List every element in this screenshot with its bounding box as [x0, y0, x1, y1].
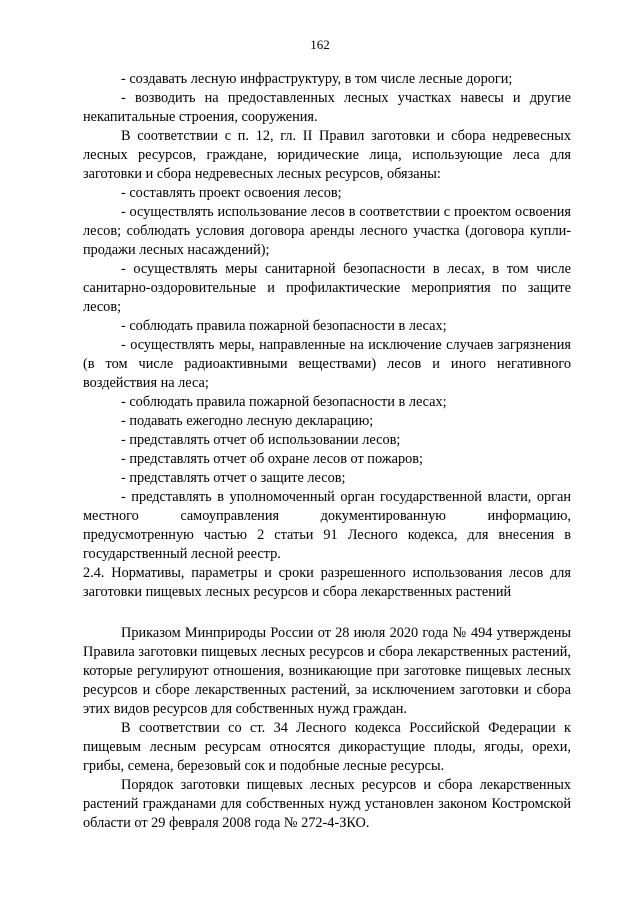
- paragraph: - создавать лесную инфраструктуру, в том числе лесные дороги;: [121, 71, 513, 87]
- paragraph: - осуществлять меры санитарной безопасности в лесах, в том числе санитарно-оздоровительные и профилактические мероприятия по защите лесов;: [83, 261, 571, 315]
- paragraph: Порядок заготовки пищевых лесных ресурсов и сбора лекарственных растений гражданами для собственных нужд установлен законом Костромской области от 29 февраля 2008 года № 272-4-ЗКО.: [83, 777, 571, 831]
- paragraph: - возводить на предоставленных лесных участках навесы и другие некапитальные строения, сооружения.: [83, 90, 571, 125]
- spacer: [83, 602, 571, 624]
- paragraph: - составлять проект освоения лесов;: [121, 185, 342, 201]
- paragraph: В соответствии со ст. 34 Лесного кодекса Российской Федерации к пищевым лесным ресурсам относятся дикорастущие плоды, ягоды, орехи, грибы, семена, березовый сок и подобные лесные ресурсы.: [83, 720, 571, 774]
- paragraph: Приказом Минприроды России от 28 июля 2020 года № 494 утверждены Правила заготовки пищевых лесных ресурсов и сбора лекарственных растений, которые регулируют отношения, возникающие при заготовке пищевых лесных ресурсов и сборе лекарственных растений, за исключением заготовки и сбора этих видов ресурсов для собственных нужд граждан.: [83, 625, 571, 717]
- page-number: 162: [310, 37, 330, 52]
- paragraph: - осуществлять использование лесов в соответствии с проектом освоения лесов; соблюдать условия договора аренды лесного участка (договора купли-продажи лесных насаждений);: [83, 204, 571, 258]
- paragraph: - представлять отчет об использовании лесов;: [121, 432, 401, 448]
- paragraph: - осуществлять меры, направленные на исключение случаев загрязнения (в том числе радиоактивными веществами) лесов и иного негативного воздействия на леса;: [83, 337, 571, 391]
- paragraph: - представлять отчет о защите лесов;: [121, 470, 346, 486]
- paragraph: - представлять в уполномоченный орган государственной власти, орган местного самоуправления документированную информацию, предусмотренную частью 2 статьи 91 Лесного кодекса, для внесения в государственный лесной реестр.: [83, 489, 571, 562]
- paragraph: - соблюдать правила пожарной безопасности в лесах;: [121, 394, 447, 410]
- document-body: [83, 70, 571, 833]
- paragraph: - подавать ежегодно лесную декларацию;: [121, 413, 374, 429]
- section-heading: 2.4. Нормативы, параметры и сроки разрешенного использования лесов для заготовки пищевых лесных ресурсов и сбора лекарственных растений: [83, 565, 571, 600]
- paragraph: - соблюдать правила пожарной безопасности в лесах;: [121, 318, 447, 334]
- paragraph: - представлять отчет об охране лесов от пожаров;: [121, 451, 423, 467]
- paragraph: В соответствии с п. 12, гл. II Правил заготовки и сбора недревесных лесных ресурсов, граждане, юридические лица, использующие леса для заготовки и сбора недревесных лесных ресурсов, обязаны:: [83, 128, 571, 182]
